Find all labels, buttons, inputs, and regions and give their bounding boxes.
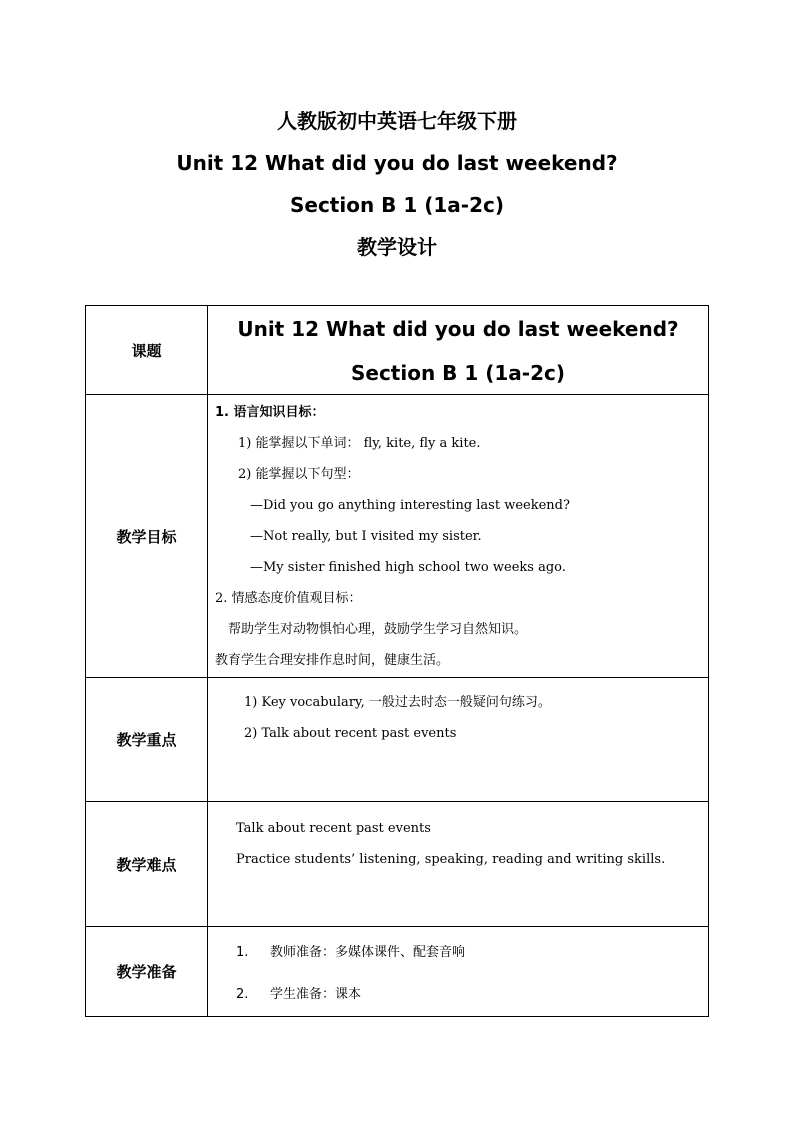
document-title [0, 100, 794, 268]
label-objectives: 教学目标 [86, 395, 208, 678]
topic-line-2: Section B 1 (1a-2c) [350, 361, 566, 385]
objectives-heading-2: 2. 情感态度价值观目标： [215, 591, 362, 606]
objectives-goal-1: 帮助学生对动物惧怕心理，鼓励学生学习自然知识。 [228, 622, 528, 637]
content-difficulties [208, 802, 709, 927]
row-key-points [86, 678, 709, 802]
title-line-3: Section B 1 (1a-2c) [289, 193, 505, 217]
content-preparation [208, 927, 709, 1017]
label-key-points: 教学重点 [86, 678, 208, 802]
key-points-item-2: 2) Talk about recent past events [244, 726, 457, 741]
objectives-sentence-2: —Not really, but I visited my sister. [250, 529, 482, 544]
row-topic [86, 306, 709, 395]
difficulties-item-2: Practice students’ listening, speaking, reading and writing skills. [236, 852, 666, 867]
objectives-item-2: 2) 能掌握以下句型： [238, 467, 360, 482]
objectives-heading-1: 1. 语言知识目标： [215, 405, 325, 420]
title-line-4: 教学设计 [357, 235, 437, 259]
objectives-item-1: 1) 能掌握以下单词： fly, kite, fly a kite. [238, 436, 481, 451]
topic-line-1: Unit 12 What did you do last weekend? [237, 317, 679, 341]
row-difficulties [86, 802, 709, 927]
content-key-points [208, 678, 709, 802]
label-difficulties: 教学难点 [86, 802, 208, 927]
objectives-sentence-1: —Did you go anything interesting last weekend? [250, 498, 570, 513]
preparation-num-1: 1. [236, 945, 249, 960]
row-preparation [86, 927, 709, 1017]
content-objectives [208, 395, 709, 678]
preparation-text-2: 学生准备：课本 [270, 987, 362, 1002]
preparation-num-2: 2. [236, 987, 249, 1002]
key-points-item-1: 1) Key vocabulary, 一般过去时态一般疑问句练习。 [244, 695, 551, 710]
objectives-sentence-3: —My sister finished high school two weeks ago. [250, 560, 566, 575]
label-preparation: 教学准备 [86, 927, 208, 1017]
title-line-2: Unit 12 What did you do last weekend? [176, 151, 618, 175]
label-topic: 课题 [86, 306, 208, 395]
row-objectives [86, 395, 709, 678]
difficulties-item-1: Talk about recent past events [236, 821, 431, 836]
preparation-item-2 [208, 974, 708, 1016]
preparation-text-1: 教师准备：多媒体课件、配套音响 [270, 945, 466, 960]
lesson-plan-table [85, 305, 709, 1017]
objectives-goal-2: 教育学生合理安排作息时间，健康生活。 [215, 653, 450, 668]
title-line-1: 人教版初中英语七年级下册 [277, 109, 517, 133]
preparation-item-1 [208, 932, 708, 974]
content-topic [208, 306, 709, 395]
